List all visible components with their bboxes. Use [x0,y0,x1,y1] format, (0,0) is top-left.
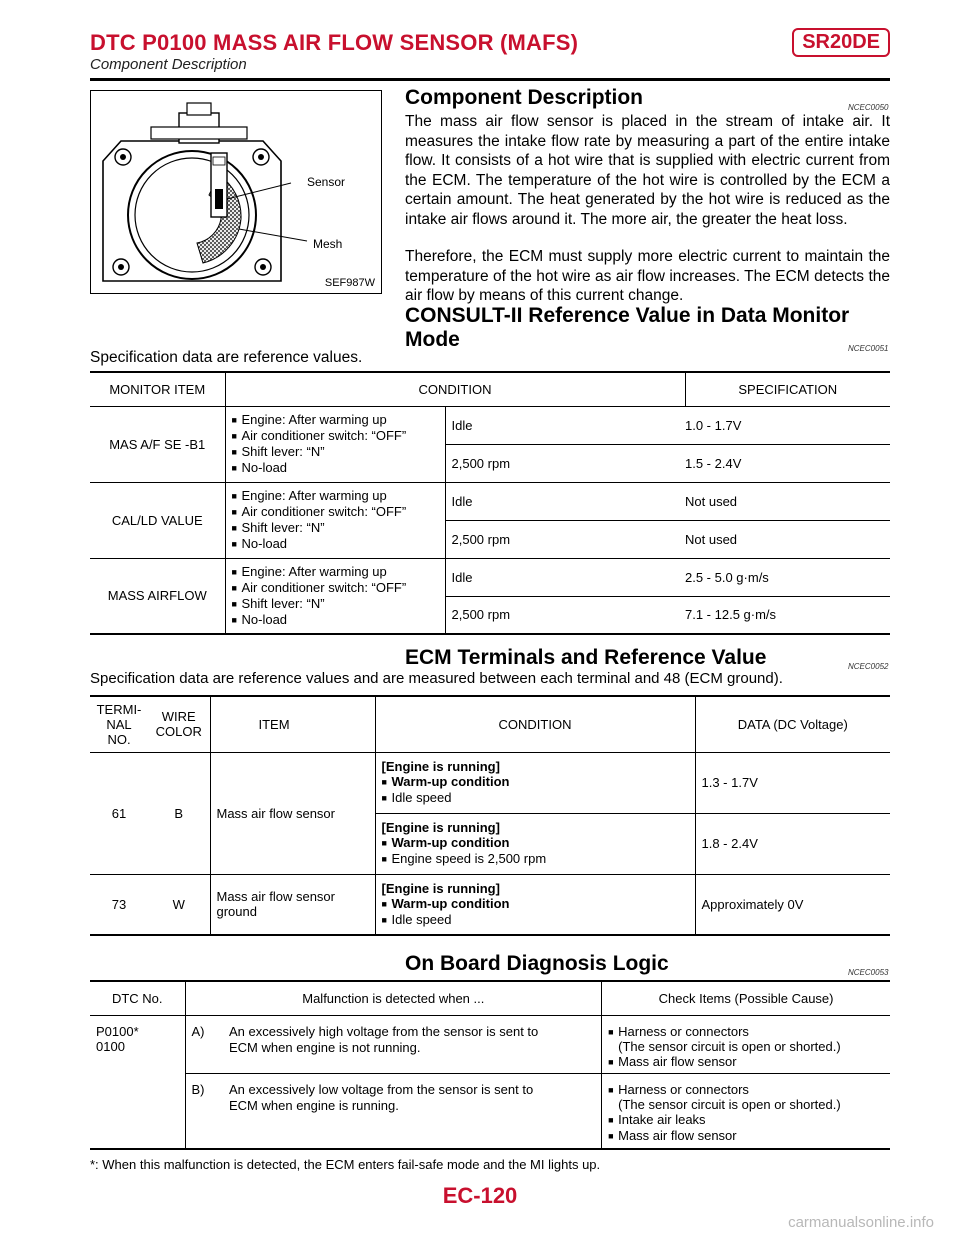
bullet-icon: ■ [231,566,237,577]
check-item [608,1112,884,1128]
mesh-label: Mesh [313,237,343,251]
bullet-icon: ■ [231,491,237,501]
consult-note: Specification data are reference values. [90,349,363,366]
sensor-illustration [91,91,383,295]
consult-sub-condition: Idle [445,558,685,596]
bullet-icon: ■ [231,598,237,609]
speed-condition [382,790,689,806]
bullet-icon: ■ [231,539,237,549]
consult-condition-list [225,482,445,558]
consult-sub-condition: Idle [445,482,685,520]
condition-item-text: Engine: After warming up [241,563,387,579]
mass-air-flow-sensor-figure [90,90,382,294]
bullet-icon: ■ [608,1056,614,1067]
consult-reference-table [90,371,890,635]
warmup-condition-text: Warm-up condition [391,774,510,789]
condition-item-text: Shift lever: “N” [241,520,325,535]
bullet-icon: ■ [231,447,237,457]
obd-header-check: Check Items (Possible Cause) [602,981,890,1015]
ecm-note: Specification data are reference values and are measured between each terminal and 48 (ECM ground). [90,670,783,687]
bullet-icon: ■ [231,582,237,593]
condition-item-text: No-load [241,460,288,475]
bullet-icon: ■ [381,914,387,925]
consult-header-condition: CONDITION [225,372,685,406]
check-item-text: Mass air flow sensor [618,1127,737,1143]
speed-condition [382,851,689,867]
warmup-condition-text: Warm-up condition [391,895,510,911]
condition-item-text: Shift lever: “N” [241,595,325,611]
check-item-text: Harness or connectors (The sensor circuit is open or shorted.) [618,1023,841,1054]
component-description-heading: Component Description [405,86,644,109]
ecm-header-wire: WIRE COLOR [148,696,210,752]
ecm-header-data: DATA (DC Voltage) [695,696,890,752]
warmup-condition [382,835,689,851]
ecm-condition [375,752,695,813]
condition-item [232,520,439,536]
ecm-item: Mass air flow sensor [210,752,375,874]
consult-sub-condition: 2,500 rpm [445,596,685,634]
component-description-para2: Therefore, the ECM must supply more electric current to maintain the temperature of the hot wire as air flow increases. The ECM detects the air flow by means of this current change. [405,248,890,304]
speed-condition-text: Idle speed [391,911,452,927]
condition-item [232,460,439,476]
ecm-header-condition: CONDITION [375,696,695,752]
ecm-header-terminal: TERMI- NAL NO. [90,696,148,752]
condition-item-text: Engine: After warming up [241,412,387,427]
consult-code: NCEC0051 [848,344,889,353]
consult-row [90,482,890,520]
consult-spec: Not used [685,520,890,558]
obd-footnote: *: When this malfunction is detected, the ECM enters fail-safe mode and the MI lights up. [90,1157,601,1172]
terminal-number: 73 [90,874,148,935]
bullet-icon: ■ [231,415,237,425]
condition-item [232,444,439,460]
condition-item-text: Engine: After warming up [241,488,387,503]
bullet-icon: ■ [608,1114,614,1125]
malfunction-letter: A) [185,1015,223,1073]
bullet-icon: ■ [231,507,237,517]
wire-color: W [148,874,210,935]
malfunction-text: An excessively low voltage from the sensor is sent to ECM when engine is running. [223,1073,602,1149]
dc-voltage: 1.8 - 2.4V [695,813,890,874]
check-item [608,1128,884,1144]
bullet-icon: ■ [608,1026,614,1037]
page-number: EC-120 [442,1183,518,1208]
condition-item [232,564,439,580]
engine-running-label: [Engine is running] [381,759,500,774]
obd-row [90,1073,890,1149]
bullet-icon: ■ [608,1130,614,1141]
malfunction-letter: B) [185,1073,223,1149]
ecm-row [90,874,890,935]
warmup-condition [382,774,689,790]
consult-row [90,558,890,596]
monitor-item: CAL/LD VALUE [90,482,225,558]
consult-spec: 2.5 - 5.0 g·m/s [685,558,890,596]
consult-spec: Not used [685,482,890,520]
warmup-condition [382,896,689,912]
bullet-icon: ■ [608,1084,614,1095]
warmup-condition-text: Warm-up condition [391,835,510,850]
condition-item-text: Air conditioner switch: “OFF” [241,579,407,595]
bullet-icon: ■ [381,898,387,909]
check-items [602,1015,890,1073]
consult-header-item: MONITOR ITEM [90,372,225,406]
figure-code: SEF987W [324,277,375,289]
page-title: DTC P0100 MASS AIR FLOW SENSOR (MAFS) [90,30,579,55]
ecm-item: Mass air flow sensor ground [210,874,375,935]
engine-running-label: [Engine is running] [381,820,500,835]
bullet-icon: ■ [231,463,237,473]
ecm-row [90,752,890,813]
consult-sub-condition: 2,500 rpm [445,520,685,558]
bullet-icon: ■ [231,431,237,441]
check-item-text: Mass air flow sensor [618,1053,737,1069]
condition-item [232,536,439,552]
condition-item [232,488,439,504]
check-items [602,1073,890,1149]
bullet-icon: ■ [231,523,237,533]
consult-spec: 7.1 - 12.5 g·m/s [685,596,890,634]
obd-logic-table [90,980,890,1150]
obd-header-malfunction: Malfunction is detected when ... [185,981,602,1015]
wire-color: B [148,752,210,874]
bullet-icon: ■ [381,854,387,864]
consult-spec: 1.0 - 1.7V [685,406,890,444]
consult-header-row [90,372,890,406]
sensor-label: Sensor [307,175,346,189]
check-item-text: Intake air leaks [618,1111,706,1127]
ecm-header-row [90,696,890,752]
dc-voltage: 1.3 - 1.7V [695,752,890,813]
consult-heading: CONSULT-II Reference Value in Data Monitor Mode [405,304,850,351]
bullet-icon: ■ [381,838,387,848]
watermark: carmanualsonline.info [788,1214,934,1231]
obd-heading: On Board Diagnosis Logic [405,952,669,975]
condition-item [232,504,439,520]
obd-row [90,1015,890,1073]
ecm-header-item: ITEM [210,696,375,752]
consult-condition-list [225,558,445,634]
ecm-terminal-table [90,695,890,936]
consult-row [90,406,890,444]
bullet-icon: ■ [231,614,237,625]
condition-item [232,596,439,612]
component-description-code: NCEC0050 [848,103,889,112]
check-item [608,1082,884,1112]
condition-item [232,612,439,628]
speed-condition-text: Idle speed [391,790,452,805]
check-item-text: Harness or connectors (The sensor circuit is open or shorted.) [618,1081,841,1112]
engine-running-label: [Engine is running] [381,880,500,896]
condition-item-text: No-load [241,536,288,551]
header-rule [90,78,890,81]
dc-voltage: Approximately 0V [695,874,890,935]
consult-spec: 1.5 - 2.4V [685,444,890,482]
check-item [608,1054,884,1070]
page-subtitle: Component Description [90,56,247,73]
dtc-number: P0100* 0100 [90,1015,185,1149]
ecm-code: NCEC0052 [848,662,889,671]
consult-header-spec: SPECIFICATION [685,372,890,406]
condition-item [232,428,439,444]
obd-header-row [90,981,890,1015]
component-description-para1: The mass air flow sensor is placed in the stream of intake air. It measures the intake flow rate by measuring a part of the entire intake flow. It consists of a hot wire that is supplied with electric current from the ECM. The temperature of the hot wire is controlled by the ECM a certain amount. The heat generated by the hot wire is reduced as the intake air flows around it. The more air, the greater the heat loss. [405,113,890,228]
ecm-condition [375,813,695,874]
condition-item-text: No-load [241,611,288,627]
engine-badge: SR20DE [792,28,890,57]
monitor-item: MAS A/F SE -B1 [90,406,225,482]
obd-header-dtc: DTC No. [90,981,185,1015]
condition-item-text: Air conditioner switch: “OFF” [241,504,407,519]
check-item [608,1024,884,1054]
consult-sub-condition: Idle [445,406,685,444]
malfunction-text: An excessively high voltage from the sensor is sent to ECM when engine is not running. [223,1015,602,1073]
consult-condition-list [225,406,445,482]
terminal-number: 61 [90,752,148,874]
ecm-heading: ECM Terminals and Reference Value [405,646,767,669]
condition-item-text: Shift lever: “N” [241,444,325,459]
speed-condition-text: Engine speed is 2,500 rpm [391,851,547,866]
bullet-icon: ■ [381,793,387,803]
monitor-item: MASS AIRFLOW [90,558,225,634]
ecm-condition [375,874,695,935]
condition-item [232,412,439,428]
speed-condition [382,912,689,928]
condition-item-text: Air conditioner switch: “OFF” [241,428,407,443]
consult-sub-condition: 2,500 rpm [445,444,685,482]
page-header [90,24,890,80]
bullet-icon: ■ [381,777,387,787]
condition-item [232,580,439,596]
obd-code: NCEC0053 [848,968,889,977]
